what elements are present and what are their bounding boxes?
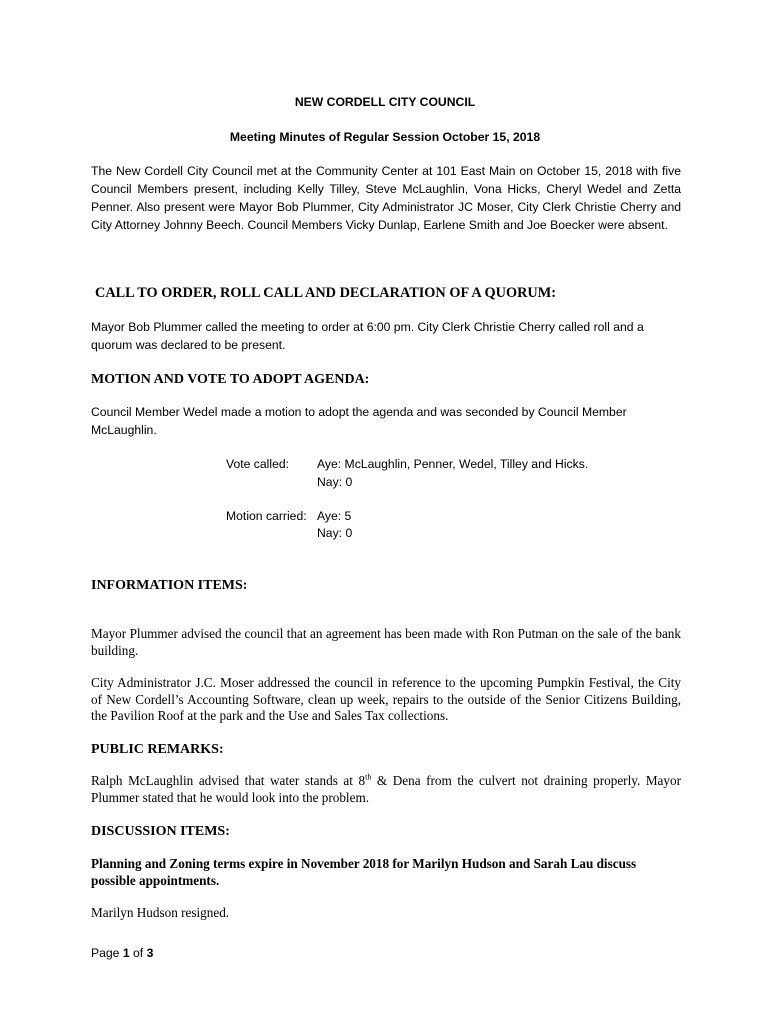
motion-carried-aye: Aye: 5: [317, 509, 352, 523]
ordinal-superscript: th: [365, 772, 372, 782]
public-remarks-heading: PUBLIC REMARKS:: [91, 742, 224, 757]
information-paragraph-1: Mayor Plummer advised the council that an agreement has been made with Ron Putman on the sale of the bank building.: [91, 626, 681, 658]
vote-called-label: Vote called:: [226, 457, 290, 471]
vote-called-nay: Nay: 0: [317, 475, 353, 489]
document-title: NEW CORDELL CITY COUNCIL: [294, 95, 476, 109]
discussion-heading: DISCUSSION ITEMS:: [91, 824, 230, 839]
page-current: 1: [122, 946, 130, 960]
public-remarks-text-start: Ralph McLaughlin advised that water stands at 8: [91, 773, 366, 788]
motion-heading: MOTION AND VOTE TO ADOPT AGENDA:: [91, 372, 370, 387]
public-remarks-body: [91, 773, 681, 806]
call-to-order-heading: CALL TO ORDER, ROLL CALL AND DECLARATION OF A QUORUM:: [95, 285, 557, 301]
information-paragraph-2: City Administrator J.C. Moser addressed the council in reference to the upcoming Pumpkin Festival, the City of New Cordell’s Accounting Software, clean up week, repairs to the outside of the Senior Citizens Building, the Pavilion Roof at the park and the Use and Sales Tax collections.: [91, 675, 681, 723]
information-heading: INFORMATION ITEMS:: [91, 578, 248, 593]
discussion-item-body: Marilyn Hudson resigned.: [91, 905, 230, 920]
vote-called-aye: Aye: McLaughlin, Penner, Wedel, Tilley and Hicks.: [317, 457, 589, 471]
motion-carried-label: Motion carried:: [226, 509, 307, 523]
call-to-order-body: Mayor Bob Plummer called the meeting to order at 6:00 pm. City Clerk Christie Cherry called roll and a quorum was declared to be present.: [91, 320, 644, 352]
public-remarks-text-end: & Dena from the culvert not draining properly. Mayor Plummer stated that he would look into the problem.: [91, 773, 681, 805]
page-word: Page: [91, 946, 123, 960]
document-subtitle: Meeting Minutes of Regular Session October 15, 2018: [229, 130, 541, 144]
discussion-item-title: Planning and Zoning terms expire in November 2018 for Marilyn Hudson and Sarah Lau discuss possible appointments.: [91, 856, 637, 888]
of-word: of: [129, 946, 147, 960]
page-footer: [91, 944, 153, 962]
page-total: 3: [146, 946, 154, 960]
motion-carried-nay: Nay: 0: [317, 526, 353, 540]
intro-paragraph: The New Cordell City Council met at the Community Center at 101 East Main on October 15, 2018 with five Council Members present, including Kelly Tilley, Steve McLaughlin, Vona Hicks, Cheryl Wedel and Zetta Penner. Also present were Mayor Bob Plummer, City Administrator JC Moser, City Clerk Christie Cherry and City Attorney Johnny Beech. Council Members Vicky Dunlap, Earlene Smith and Joe Boecker were absent.: [91, 164, 681, 232]
motion-body: Council Member Wedel made a motion to adopt the agenda and was seconded by Council Member McLaughlin.: [91, 405, 627, 437]
